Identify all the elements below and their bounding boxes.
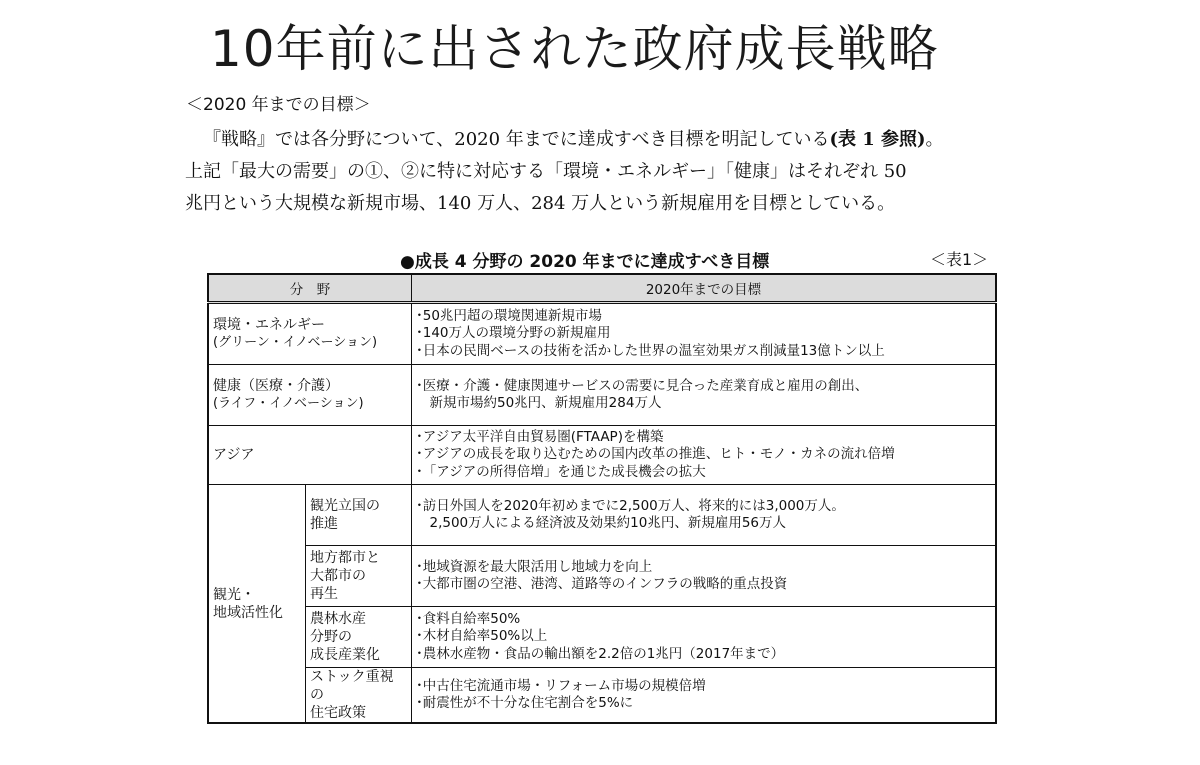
category-name: アジア — [213, 447, 255, 463]
goal-item: ･大都市圏の空港、港湾、道路等のインフラの戦略的重点投資 — [416, 576, 788, 592]
category-subtitle: (グリーン・イノベーション) — [213, 335, 378, 350]
goal-cell — [412, 668, 997, 724]
subcategory-line: 観光立国の — [310, 498, 380, 514]
goal-cell — [412, 607, 997, 668]
goal-item: ･訪日外国人を2020年初めまでに2,500万人、将来的には3,000万人。 — [416, 497, 845, 514]
body-paragraph — [185, 124, 1035, 220]
category-name-line: 地域活性化 — [213, 604, 283, 621]
table-row — [208, 303, 996, 365]
body-line-3: 兆円という大規模な新規市場、140 万人、284 万人という新規雇用を目標としている。 — [185, 193, 896, 214]
subcategory-line: ストック重視の — [310, 669, 394, 703]
table-header-row — [208, 274, 996, 303]
goal-item: ･中古住宅流通市場・リフォーム市場の規模倍増 — [416, 677, 706, 694]
goal-item: ･木材自給率50%以上 — [416, 628, 548, 645]
goal-item: ･地域資源を最大限活用し地域力を向上 — [416, 558, 653, 575]
goal-item: ･アジアの成長を取り込むための国内改革の推進、ヒト・モノ・カネの流れ倍増 — [416, 446, 895, 463]
table-row — [208, 607, 996, 668]
goal-cell — [412, 426, 997, 485]
goal-item: 新規市場約50兆円、新規雇用284万人 — [416, 395, 662, 411]
category-health — [208, 365, 412, 426]
subcategory-cell — [306, 607, 412, 668]
header-goal: 2020年までの目標 — [412, 274, 997, 303]
table-caption: ●成長 4 分野の 2020 年までに達成すべき目標 — [400, 252, 770, 272]
goal-item: ･耐震性が不十分な住宅割合を5%に — [416, 695, 634, 711]
goal-item: ･50兆円超の環境関連新規市場 — [416, 307, 602, 324]
goal-item: ･「アジアの所得倍増」を通じた成長機会の拡大 — [416, 463, 706, 480]
table-row — [208, 485, 996, 546]
table-row — [208, 365, 996, 426]
goal-item: ･農林水産物・食品の輸出額を2.2倍の1兆円（2017年まで） — [416, 645, 785, 662]
category-tourism-regional — [208, 485, 306, 724]
subcategory-line: 地方都市と — [310, 550, 380, 566]
subcategory-cell — [306, 668, 412, 724]
body-line-1 — [185, 124, 1035, 156]
header-field: 分 野 — [208, 274, 412, 303]
goal-item: ･140万人の環境分野の新規雇用 — [416, 325, 611, 342]
subcategory-line: 再生 — [310, 586, 338, 602]
goal-cell — [412, 546, 997, 607]
body-line-1-text: 『戦略』では各分野について、2020 年までに達成すべき目標を明記している — [203, 129, 830, 150]
body-line-2: 上記「最大の需要」の①、②に特に対応する「環境・エネルギー」「健康」はそれぞれ 50 — [185, 161, 907, 182]
page-title: 10年前に出された政府成長戦略 — [210, 20, 939, 78]
goal-cell — [412, 303, 997, 365]
table-number: ＜表1＞ — [930, 250, 989, 269]
table-row — [208, 426, 996, 485]
category-subtitle: (ライフ・イノベーション) — [213, 396, 364, 411]
table-row — [208, 546, 996, 607]
category-name: 健康（医療・介護） — [213, 378, 339, 394]
goal-item: ･日本の民間ベースの技術を活かした世界の温室効果ガス削減量13億トン以上 — [416, 342, 885, 359]
subcategory-line: 大都市の — [310, 568, 366, 584]
goal-item: ･アジア太平洋自由貿易圏(FTAAP)を構築 — [416, 428, 664, 445]
body-line-1-end: 。 — [925, 129, 944, 150]
goal-item: ･医療・介護・健康関連サービスの需要に見合った産業育成と雇用の創出、 — [416, 377, 869, 394]
subcategory-line: 分野の — [310, 629, 352, 645]
category-name-line: 観光・ — [213, 586, 255, 603]
subcategory-line: 推進 — [310, 516, 338, 532]
table-reference-inline: (表 1 参照) — [829, 129, 926, 150]
subcategory-cell — [306, 485, 412, 546]
subcategory-cell — [306, 546, 412, 607]
goals-table — [207, 273, 997, 724]
section-heading: ＜2020 年までの目標＞ — [186, 95, 371, 115]
category-environment-energy — [208, 303, 412, 365]
category-asia — [208, 426, 412, 485]
table-row — [208, 668, 996, 724]
goal-cell — [412, 365, 997, 426]
subcategory-line: 農林水産 — [310, 611, 366, 627]
subcategory-line: 成長産業化 — [310, 647, 380, 663]
goal-item: 2,500万人による経済波及効果約10兆円、新規雇用56万人 — [416, 515, 787, 531]
subcategory-line: 住宅政策 — [310, 705, 366, 721]
goal-cell — [412, 485, 997, 546]
category-name: 環境・エネルギー — [213, 317, 325, 333]
goal-item: ･食料自給率50% — [416, 610, 521, 627]
